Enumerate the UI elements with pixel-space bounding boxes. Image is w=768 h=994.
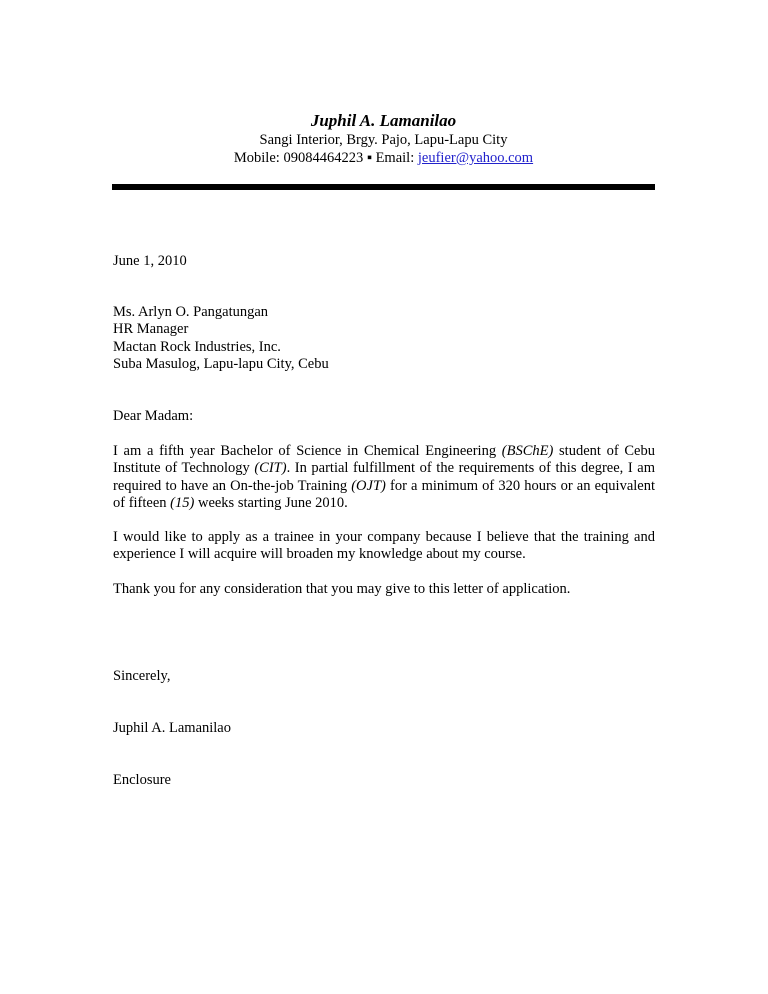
contact-separator: ▪ [363,150,376,166]
paragraph-2: I would like to apply as a trainee in your company because I believe that the training and experience I will acquire will broaden my knowledge about my course. [113,529,655,563]
p1-number-15: (15) [170,494,195,511]
email-link[interactable]: jeufier@yahoo.com [417,150,534,166]
signature-name: Juphil A. Lamanilao [113,720,231,736]
p1-abbr-cit: (CIT) [254,460,287,477]
paragraph-1 [113,443,655,512]
salutation: Dear Madam: [113,408,194,424]
sender-address: Sangi Interior, Brgy. Pajo, Lapu-Lapu City [259,132,508,148]
p1-text: weeks starting June 2010. [194,494,348,511]
header-divider [112,184,655,190]
paragraph-3: Thank you for any consideration that you may give to this letter of application. [113,581,571,597]
recipient-name: Ms. Arlyn O. Pangatungan [113,304,269,320]
recipient-company: Mactan Rock Industries, Inc. [113,338,281,355]
email-label: Email: [375,150,418,166]
letterhead [112,110,655,167]
sender-name: Juphil A. Lamanilao [310,111,457,130]
p1-text: student of Cebu Institute of Technology [113,443,655,477]
letter-date: June 1, 2010 [113,253,187,269]
mobile-number: 09084464223 [283,150,364,166]
p1-text: . In partial fulfillment of the requirements of this degree, I am required to have an On-the-job Training [113,460,655,494]
sender-contact [112,149,655,167]
p1-text: I am a fifth year Bachelor of Science in Chemical Engineering [113,443,502,459]
recipient-block [113,304,655,373]
p1-abbr-bsche: (BSChE) [501,443,554,459]
closing: Sincerely, [113,668,171,684]
recipient-address: Suba Masulog, Lapu-lapu City, Cebu [113,355,329,372]
mobile-label: Mobile: [233,150,284,166]
enclosure-note: Enclosure [113,772,171,788]
p1-abbr-ojt: (OJT) [351,477,386,494]
recipient-title: HR Manager [113,321,189,338]
p1-text: for a minimum of 320 hours or an equivalent of fifteen [113,477,655,511]
